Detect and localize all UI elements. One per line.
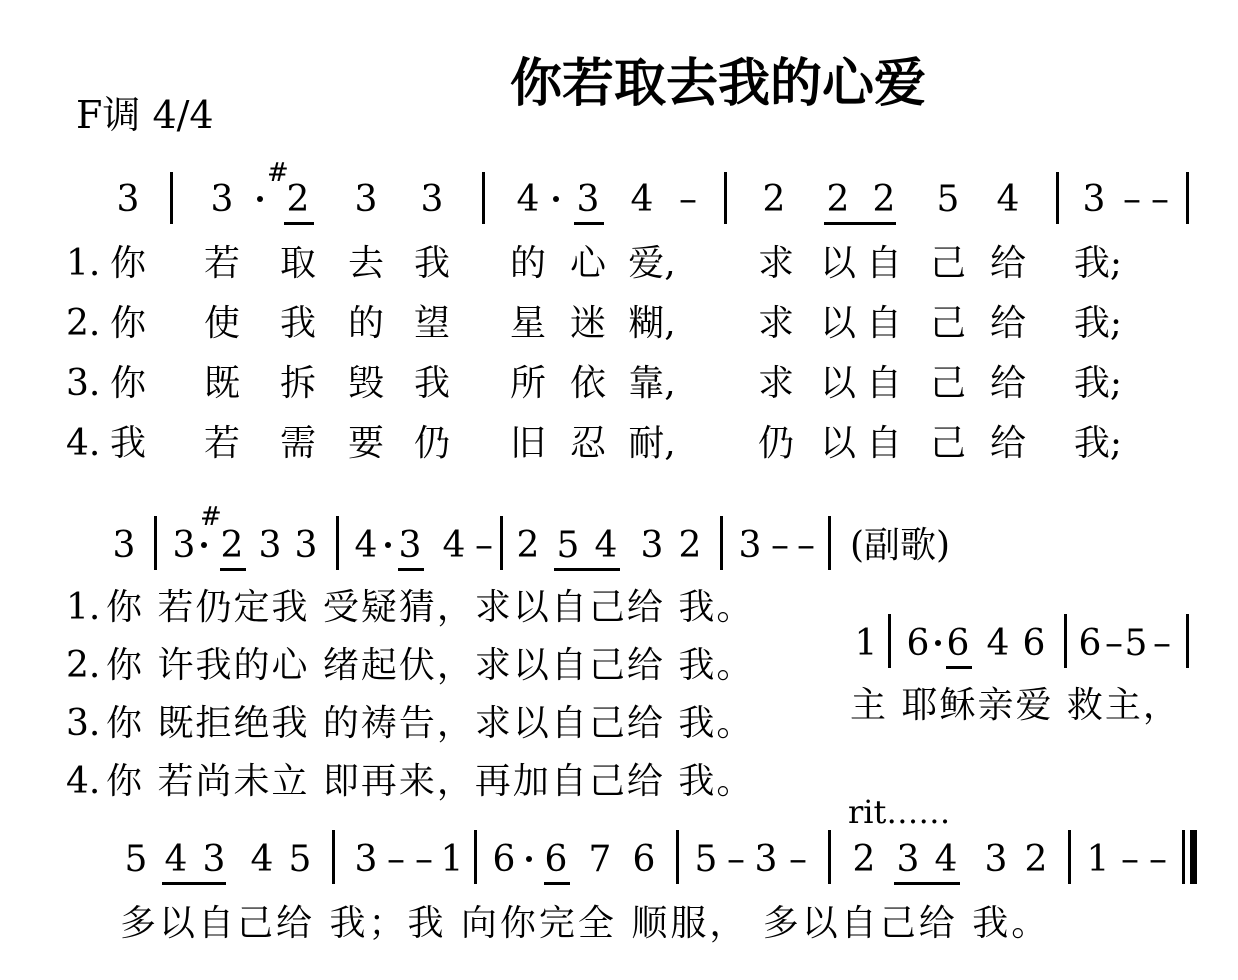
barline (154, 516, 157, 570)
dash: – (679, 179, 697, 220)
note: 6 (544, 839, 568, 880)
lyric-char: 既 (203, 363, 241, 404)
chorus-label: (副歌) (850, 525, 951, 566)
system3-lyric: 多以自己给 我；我 向你完全 顺服， 多以自己给 我。 (120, 903, 1051, 944)
lyric-char: 若 (203, 423, 241, 464)
note: 4 (934, 839, 958, 880)
lyric-char: 自 (865, 363, 903, 404)
lyric-char: 爱, (628, 243, 676, 284)
underline (824, 222, 896, 225)
note: 3 (116, 179, 140, 220)
verse-number: 4. (66, 423, 101, 464)
lyric-char: 所 (509, 363, 547, 404)
note: 6 (946, 623, 970, 664)
underline (544, 882, 570, 885)
note: 3 (210, 179, 234, 220)
lyric-char: 给 (989, 243, 1027, 284)
dash: – (1121, 839, 1139, 880)
barline (720, 516, 723, 570)
note: 3 (354, 179, 378, 220)
song-title: 你若取去我的心爱 (510, 54, 927, 114)
barline (170, 172, 173, 224)
lyric-char: 你 (109, 243, 147, 284)
lyric-char: 心 (569, 243, 607, 284)
note: 3 (640, 525, 664, 566)
lyric-char: 我 (413, 243, 451, 284)
verse-number: 4. (66, 761, 101, 802)
dot (257, 196, 263, 202)
lyric-char: 以 (819, 303, 857, 344)
lyric-char: 依 (569, 363, 607, 404)
barline (332, 830, 335, 884)
underline (554, 568, 620, 571)
lyric-char: 给 (989, 363, 1027, 404)
lyric-char: 以 (819, 363, 857, 404)
note: 5 (556, 525, 580, 566)
note: 5 (288, 839, 312, 880)
barline (1186, 172, 1189, 224)
dash: – (797, 525, 815, 566)
barline (724, 172, 727, 224)
note: 6 (1022, 623, 1046, 664)
chorus-lyric: 主 耶稣亲爱 救主， (850, 685, 1181, 726)
lyric-char: 求 (757, 303, 795, 344)
lyric-char: 忍 (569, 423, 607, 464)
lyric-char: 毁 (347, 363, 385, 404)
lyric-char: 去 (347, 243, 385, 284)
lyric-char: 我 (413, 363, 451, 404)
note: 4 (594, 525, 618, 566)
verse-number: 3. (66, 703, 101, 744)
note: 2 (826, 179, 850, 220)
note: 3 (738, 525, 762, 566)
dash: – (387, 839, 405, 880)
dash: – (1149, 839, 1167, 880)
dash: – (1105, 623, 1123, 664)
barline (474, 830, 477, 884)
dash: – (727, 839, 745, 880)
note: 3 (754, 839, 778, 880)
note: 2 (852, 839, 876, 880)
dash: – (789, 839, 807, 880)
lyric-char: 要 (347, 423, 385, 464)
key-signature: F调 4/4 (76, 93, 214, 137)
underline (946, 666, 972, 669)
dash: – (771, 525, 789, 566)
lyric-char: 靠, (628, 363, 676, 404)
note: 5 (936, 179, 960, 220)
lyric-char: 己 (929, 363, 967, 404)
note: 3 (576, 179, 600, 220)
barline (888, 614, 891, 668)
lyric-char: 以 (819, 423, 857, 464)
note: 2 (286, 179, 310, 220)
lyric-char: 以 (819, 243, 857, 284)
lyric-char: 星 (509, 303, 547, 344)
note: 4 (250, 839, 274, 880)
note: 4 (442, 525, 466, 566)
lyric-char: 己 (929, 243, 967, 284)
lyric-char: 我 (279, 303, 317, 344)
note: 4 (986, 623, 1010, 664)
lyric-char: 给 (989, 303, 1027, 344)
lyric-char: 的 (347, 303, 385, 344)
note: 3 (1082, 179, 1106, 220)
verse-number: 2. (66, 645, 101, 686)
note: 4 (354, 525, 378, 566)
lyric-char: 我; (1073, 423, 1123, 464)
lyric-char: 的 (509, 243, 547, 284)
lyric-char: 己 (929, 303, 967, 344)
note: 2 (1024, 839, 1048, 880)
note: 6 (906, 623, 930, 664)
lyric-char: 旧 (509, 423, 547, 464)
barline (828, 830, 831, 884)
note: 3 (354, 839, 378, 880)
note: 1 (440, 839, 464, 880)
barline (1068, 830, 1071, 884)
note: 5 (124, 839, 148, 880)
final-barline-thick (1190, 830, 1197, 884)
note: 4 (630, 179, 654, 220)
lyric-char: 我; (1073, 243, 1123, 284)
lyric-char: 自 (865, 243, 903, 284)
dot (935, 640, 941, 646)
note: 3 (294, 525, 318, 566)
lyric-char: 我; (1073, 363, 1123, 404)
lyric-char: 自 (865, 423, 903, 464)
note: 3 (896, 839, 920, 880)
lyric-char: 求 (757, 363, 795, 404)
underline (398, 568, 424, 571)
verse-line: 你 既拒绝我 的祷告，求以自己给 我。 (106, 703, 755, 744)
note: 7 (588, 839, 612, 880)
verse-number: 3. (66, 363, 101, 404)
note: 2 (762, 179, 786, 220)
note: 6 (1078, 623, 1102, 664)
dot (385, 542, 391, 548)
dot (526, 856, 532, 862)
lyric-char: 望 (413, 303, 451, 344)
dash: – (1153, 623, 1171, 664)
verse-line: 你 若尚未立 即再来，再加自己给 我。 (106, 761, 755, 802)
note: 2 (516, 525, 540, 566)
dash: – (1151, 179, 1169, 220)
note: 4 (996, 179, 1020, 220)
dash: – (1123, 179, 1141, 220)
lyric-char: 耐, (628, 423, 676, 464)
verse-number: 1. (66, 587, 101, 628)
system3-notes (0, 839, 1238, 912)
lyric-char: 你 (109, 303, 147, 344)
note: 1 (1086, 839, 1110, 880)
barline (500, 516, 503, 570)
lyric-char: 给 (989, 423, 1027, 464)
lyric-char: 迷 (569, 303, 607, 344)
lyric-char: 使 (203, 303, 241, 344)
lyric-char: 拆 (279, 363, 317, 404)
underline (162, 882, 226, 885)
rit-marking: rit…… (848, 793, 951, 831)
lyric-char: 你 (109, 363, 147, 404)
lyric-char: 我 (109, 423, 147, 464)
note: 3 (112, 525, 136, 566)
lyric-char: 我; (1073, 303, 1123, 344)
underline (220, 568, 246, 571)
note: 5 (694, 839, 718, 880)
lyric-char: 求 (757, 243, 795, 284)
note: 6 (632, 839, 656, 880)
lyric-char: 仍 (413, 423, 451, 464)
verse-line: 你 许我的心 绪起伏，求以自己给 我。 (106, 645, 755, 686)
lyric-char: 需 (279, 423, 317, 464)
note: 5 (1124, 623, 1148, 664)
verse-line: 你 若仍定我 受疑猜，求以自己给 我。 (106, 587, 755, 628)
barline (828, 516, 831, 570)
barline (1064, 614, 1067, 668)
barline (336, 516, 339, 570)
dot (553, 196, 559, 202)
sharp-sign: # (267, 158, 289, 188)
note: 3 (202, 839, 226, 880)
underline (894, 882, 960, 885)
barline (1186, 614, 1189, 668)
note: 2 (220, 525, 244, 566)
note: 3 (398, 525, 422, 566)
verse-number: 1. (66, 243, 101, 284)
note: 4 (164, 839, 188, 880)
note: 3 (984, 839, 1008, 880)
lyric-char: 己 (929, 423, 967, 464)
dot (201, 542, 207, 548)
note: 1 (854, 623, 878, 664)
final-barline-thin (1182, 830, 1185, 884)
underline (574, 222, 604, 225)
verse-number: 2. (66, 303, 101, 344)
barline (1056, 172, 1059, 224)
dash: – (475, 525, 493, 566)
barline (482, 172, 485, 224)
barline (676, 830, 679, 884)
underline (284, 222, 314, 225)
lyric-char: 糊, (628, 303, 676, 344)
lyric-char: 仍 (757, 423, 795, 464)
note: 3 (420, 179, 444, 220)
lyric-char: 自 (865, 303, 903, 344)
lyric-char: 若 (203, 243, 241, 284)
note: 4 (516, 179, 540, 220)
note: 3 (172, 525, 196, 566)
lyric-char: 取 (279, 243, 317, 284)
system1-notes (0, 158, 1238, 252)
note: 3 (258, 525, 282, 566)
note: 2 (872, 179, 896, 220)
note: 6 (492, 839, 516, 880)
sharp-sign: # (200, 502, 222, 532)
note: 2 (678, 525, 702, 566)
dash: – (415, 839, 433, 880)
